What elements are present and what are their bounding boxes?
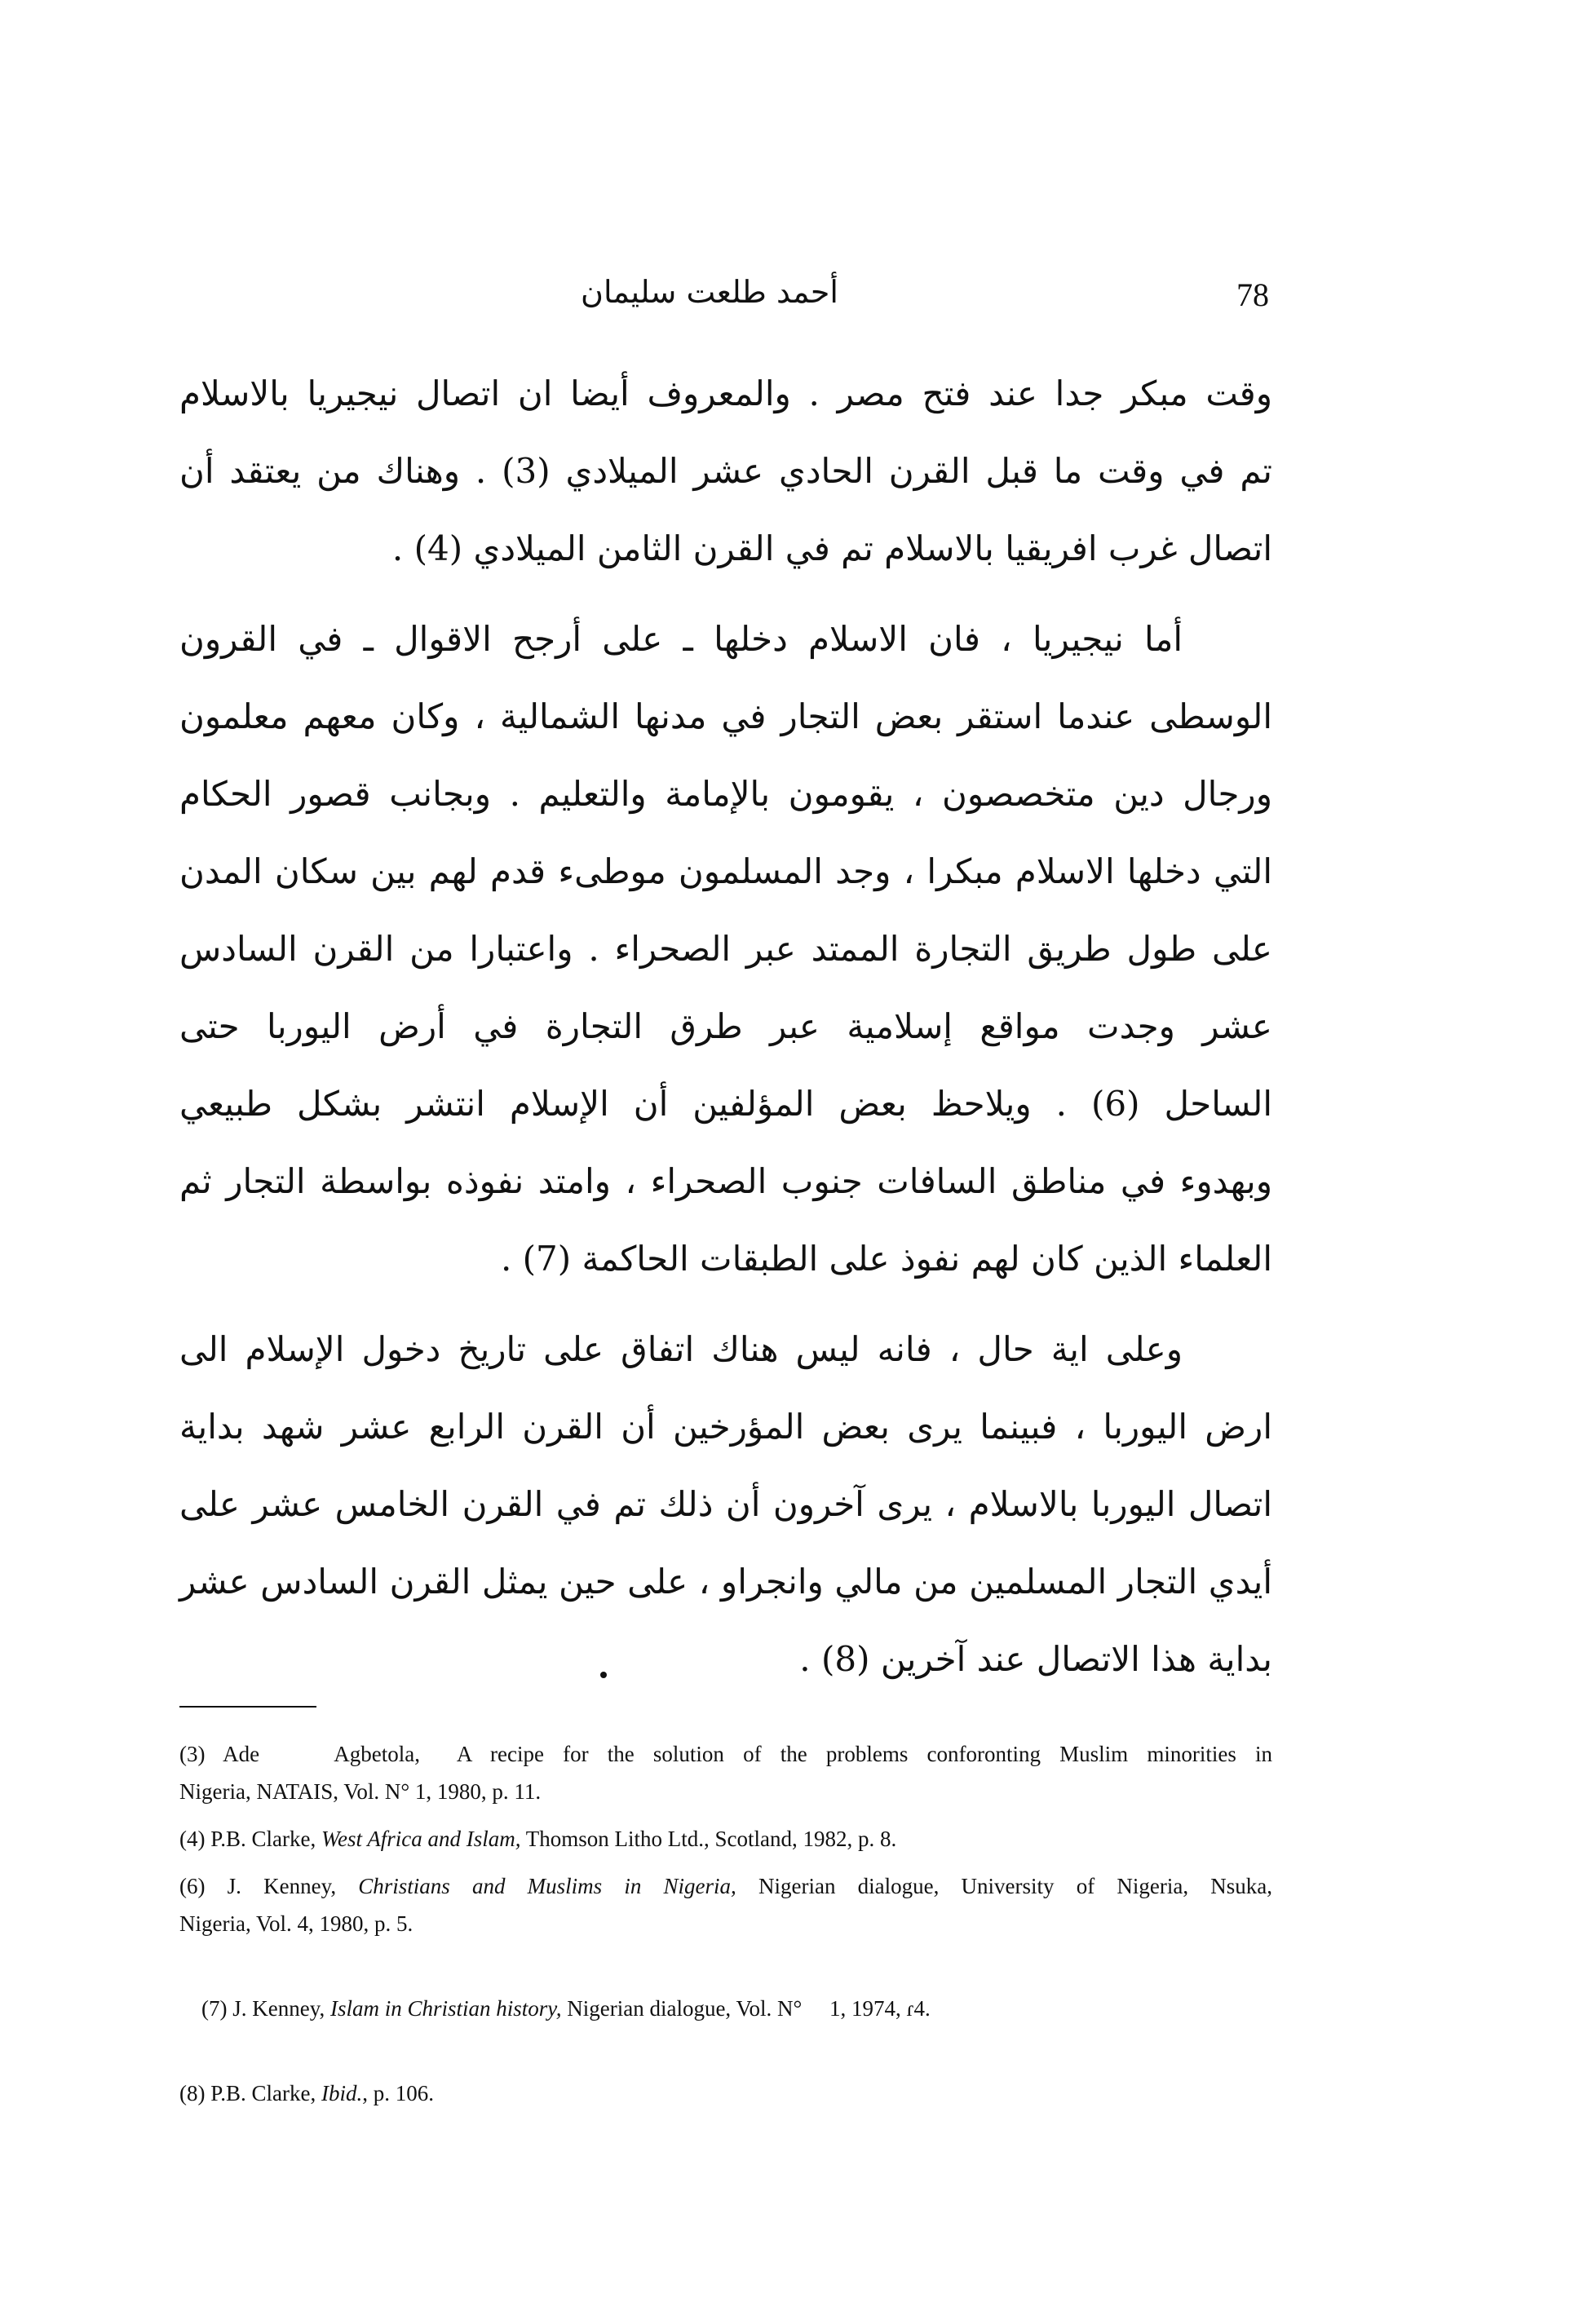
- text-line: بداية هذا الاتصال عند آخرين (8) .: [799, 1639, 1272, 1679]
- text-line: اتصال غرب افريقيا بالاسلام تم في القرن الثامن الميلادي (4) .: [391, 528, 1272, 568]
- text-line: اتصال اليوربا بالاسلام ، يرى آخرون أن ذلك تم في القرن الخامس عشر على: [179, 1484, 1272, 1524]
- footnote-6: [179, 1867, 1272, 1942]
- footnote-4: [179, 1820, 1272, 1858]
- text-line: وعلى اية حال ، فانه ليس هناك اتفاق على تاريخ دخول الإسلام الى: [179, 1329, 1183, 1369]
- footnote-text: (8) P.B. Clarke,: [179, 2081, 321, 2105]
- page-number: 78: [1236, 276, 1269, 313]
- footnote-separator: [179, 1706, 316, 1708]
- text-line: أما نيجيريا ، فان الاسلام دخلها ـ على أرجح الاقوال ـ في القرون: [179, 619, 1183, 659]
- paragraph-3: [179, 1310, 1272, 1698]
- paragraph-2: [179, 600, 1272, 1297]
- footnote-text: (7) J. Kenney,: [201, 1996, 330, 2021]
- footnote-text: (4) P.B. Clarke,: [179, 1827, 321, 1851]
- footnote-3: [179, 1735, 1272, 1810]
- footnotes: [179, 1735, 1272, 2122]
- text-line: التي دخلها الاسلام مبكرا ، وجد المسلمون موطىء قدم لهم بين سكان المدن: [179, 851, 1272, 891]
- footnote-text: Nigerian dialogue, University of Nigeria, Nsuka,: [736, 1874, 1273, 1898]
- text-line: على طول طريق التجارة الممتد عبر الصحراء . واعتبارا من القرن السادس: [179, 929, 1272, 969]
- footnote-line: Nigeria, Vol. 4, 1980, p. 5.: [179, 1911, 413, 1936]
- footnote-line: (3) Ade Agbetola, A recipe for the solution of the problems conforonting Muslim minorities in: [179, 1742, 1272, 1766]
- footnote-title: West Africa and Islam,: [321, 1827, 521, 1851]
- footnote-title: Islam in Christian history,: [329, 1996, 562, 2021]
- text-line: تم في وقت ما قبل القرن الحادي عشر الميلادي (3) . وهناك من يعتقد أن: [179, 451, 1273, 491]
- text-line: ورجال دين متخصصون ، يقومون بالإمامة والتعليم . وبجانب قصور الحكام: [179, 774, 1272, 814]
- footnote-text: (6) J. Kenney,: [179, 1874, 359, 1898]
- footnote-text: , p. 106.: [362, 2081, 434, 2105]
- text-line: أيدي التجار المسلمين من مالي وانجراو ، على حين يمثل القرن السادس عشر: [179, 1562, 1272, 1602]
- footnote-8: [179, 2074, 1272, 2112]
- text-line: عشر وجدت مواقع إسلامية عبر طرق التجارة في أرض اليوربا حتى: [179, 1006, 1272, 1046]
- footnote-title: Ibid.: [321, 2081, 363, 2105]
- body-text: [179, 355, 1272, 1698]
- text-line: الوسطى عندما استقر بعض التجار في مدنها الشمالية ، وكان معهم معلمون: [179, 696, 1272, 736]
- footnote-text: Nigerian dialogue, Vol. N° 1, 1974, ɾ4.: [561, 1996, 931, 2021]
- stray-dot: [600, 1672, 607, 1678]
- footnote-line: [179, 1867, 1272, 1905]
- footnote-line: Nigeria, NATAIS, Vol. N° 1, 1980, p. 11.: [179, 1779, 542, 1804]
- running-head: أحمد طلعت سليمان: [581, 274, 838, 310]
- text-line: العلماء الذين كان لهم نفوذ على الطبقات الحاكمة (7) .: [500, 1239, 1272, 1279]
- footnote-7: [179, 1952, 1272, 2065]
- text-line: الساحل (6) . ويلاحظ بعض المؤلفين أن الإسلام انتشر بشكل طبيعي: [179, 1084, 1272, 1124]
- text-line: ارض اليوربا ، فبينما يرى بعض المؤرخين أن القرن الرابع عشر شهد بداية: [179, 1407, 1272, 1447]
- text-line: وبهدوء في مناطق السافات جنوب الصحراء ، وامتد نفوذه بواسطة التجار ثم: [179, 1161, 1272, 1201]
- text-line: وقت مبكر جدا عند فتح مصر . والمعروف أيضا ان اتصال نيجيريا بالاسلام: [179, 373, 1272, 413]
- paragraph-1: [179, 355, 1272, 587]
- footnote-text: Thomson Litho Ltd., Scotland, 1982, p. 8.: [520, 1827, 897, 1851]
- footnote-title: Christians and Muslims in Nigeria,: [358, 1874, 736, 1898]
